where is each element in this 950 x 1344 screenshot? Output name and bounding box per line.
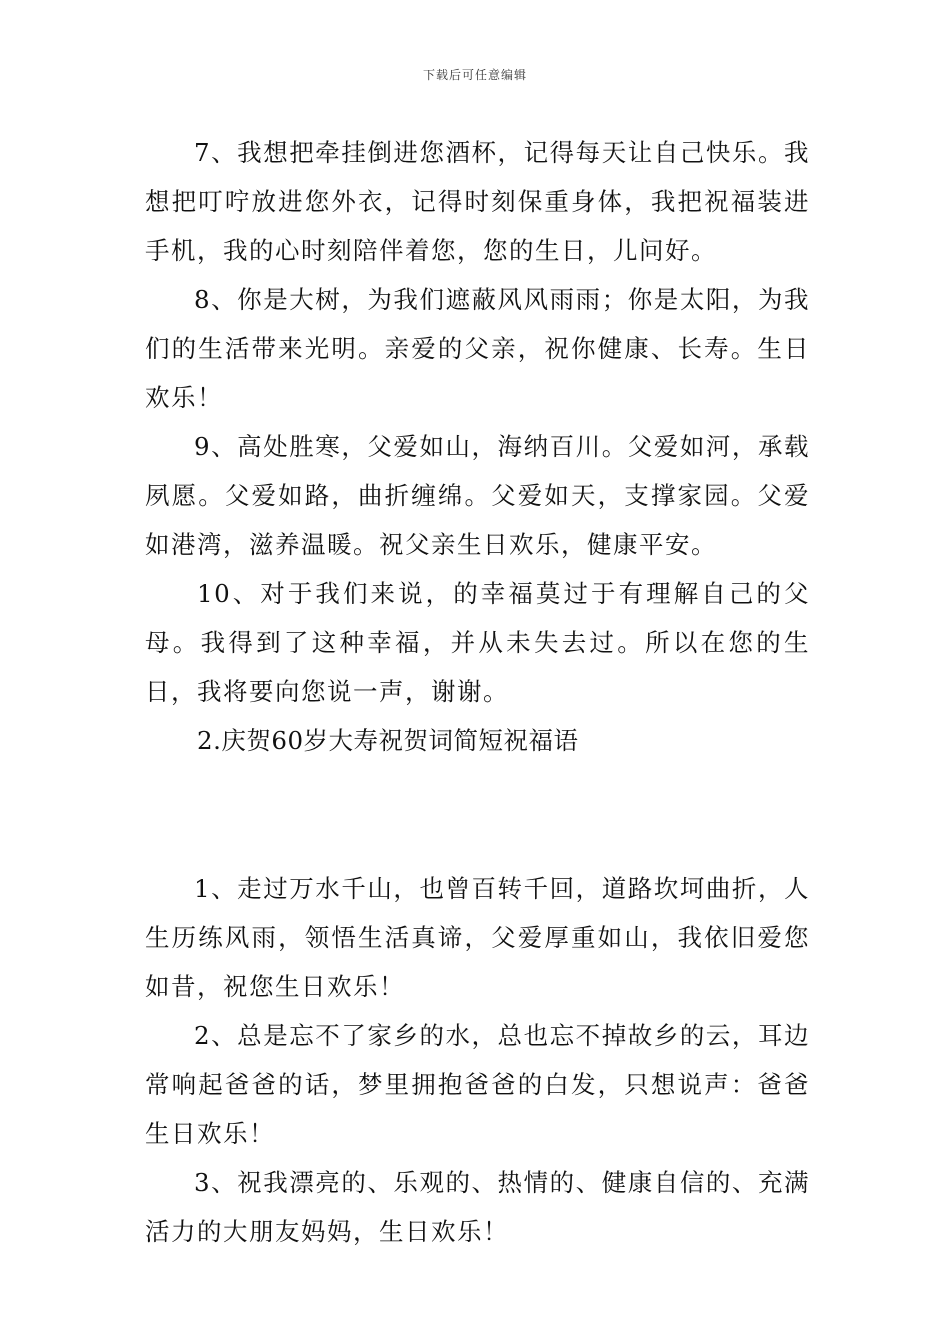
page-header-note: 下载后可任意编辑	[422, 68, 527, 82]
paragraph-item-8: 8、你是大树，为我们遮蔽风风雨雨；你是太阳，为我们的生活带来光明。亲爱的父亲，祝你健康、长寿。生日欢乐！	[145, 285, 810, 412]
paragraph-item-2: 2、总是忘不了家乡的水，总也忘不掉故乡的云，耳边常响起爸爸的话，梦里拥抱爸爸的白发，只想说声：爸爸生日欢乐！	[145, 1021, 810, 1148]
document-body	[145, 128, 810, 1256]
paragraph-item-3: 3、祝我漂亮的、乐观的、热情的、健康自信的、充满活力的大朋友妈妈，生日欢乐！	[145, 1168, 810, 1246]
section-heading: 2.庆贺60岁大寿祝贺词简短祝福语	[197, 726, 579, 755]
paragraph-item-9: 9、高处胜寒，父爱如山，海纳百川。父爱如河，承载夙愿。父爱如路，曲折缠绵。父爱如天，支撑家园。父爱如港湾，滋养温暖。祝父亲生日欢乐，健康平安。	[145, 432, 810, 559]
paragraph-item-7: 7、我想把牵挂倒进您酒杯，记得每天让自己快乐。我想把叮咛放进您外衣，记得时刻保重身体，我把祝福装进手机，我的心时刻陪伴着您，您的生日，儿问好。	[145, 138, 810, 265]
paragraph-item-1: 1、走过万水千山，也曾百转千回，道路坎坷曲折，人生历练风雨，领悟生活真谛，父爱厚重如山，我依旧爱您如昔，祝您生日欢乐！	[145, 874, 810, 1001]
paragraph-item-10: 10、对于我们来说，的幸福莫过于有理解自己的父母。我得到了这种幸福，并从未失去过。所以在您的生日，我将要向您说一声，谢谢。	[145, 579, 810, 706]
